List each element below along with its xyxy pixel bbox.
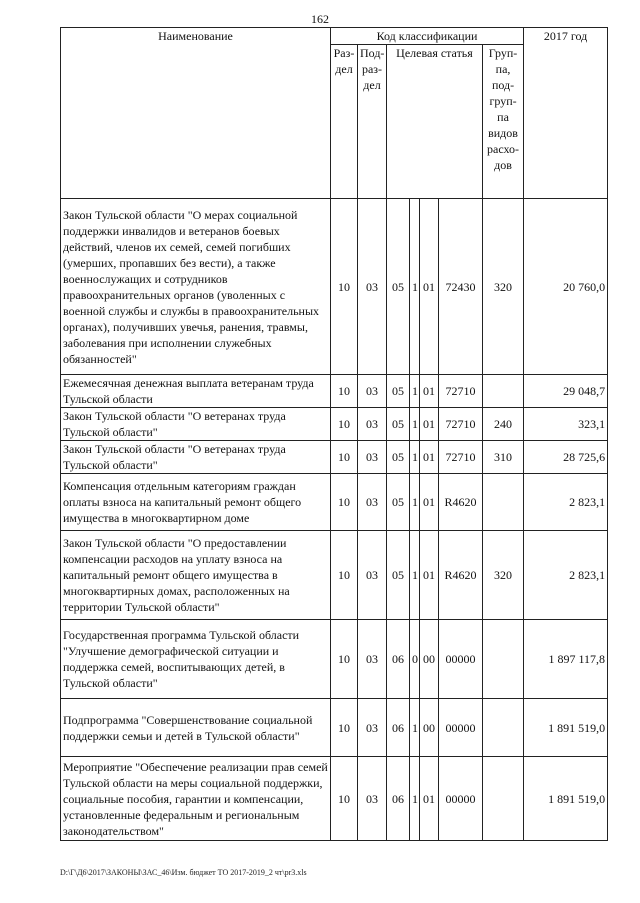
row-expense-group: 310 (483, 441, 524, 474)
row-amount: 1 891 519,0 (524, 699, 608, 757)
row-section: 10 (331, 531, 358, 620)
table-row (61, 375, 608, 408)
row-amount: 20 760,0 (524, 199, 608, 375)
header-target-article: Целевая статья (387, 45, 483, 199)
row-subsection: 03 (358, 408, 387, 441)
row-section: 10 (331, 699, 358, 757)
row-amount: 28 725,6 (524, 441, 608, 474)
row-expense-group (483, 757, 524, 841)
row-target-program: 06 (387, 699, 410, 757)
row-target-direction: 00000 (439, 757, 483, 841)
table-row (61, 199, 608, 375)
table-row (61, 474, 608, 531)
row-section: 10 (331, 408, 358, 441)
row-subsection: 03 (358, 531, 387, 620)
row-subsection: 03 (358, 375, 387, 408)
header-name: Наименование (61, 28, 331, 199)
table-row (61, 531, 608, 620)
row-section: 10 (331, 474, 358, 531)
row-expense-group: 320 (483, 531, 524, 620)
row-expense-group (483, 474, 524, 531)
header-subsection: Под- раз- дел (358, 45, 387, 199)
row-expense-group: 320 (483, 199, 524, 375)
row-target-event: 00 (420, 620, 439, 699)
row-name: Закон Тульской области "О мерах социальной поддержки инвалидов и ветеранов боевых действий, членов их семей, семей погибших (умерших, пропавших без вести), а также военнослужащих и сотрудников правоохранительных органов (уволенных с военной службы и службы в правоохранительных органах), получивших увечья, ранения, травмы, заболевания при исполнении служебных обязанностей" (61, 199, 331, 375)
row-amount: 1 891 519,0 (524, 757, 608, 841)
row-amount: 2 823,1 (524, 474, 608, 531)
row-target-subprogram: 1 (410, 757, 420, 841)
row-expense-group (483, 699, 524, 757)
row-section: 10 (331, 375, 358, 408)
row-target-program: 06 (387, 757, 410, 841)
row-name: Компенсация отдельным категориям граждан оплаты взноса на капитальный ремонт общего имущества в многоквартирном доме (61, 474, 331, 531)
footer-file-path: D:\Г\Д6\2017\ЗАКОНЫ\ЗАС_46\Изм. бюджет ТО 2017-2019_2 чт\pr3.xls (60, 868, 307, 877)
row-target-direction: R4620 (439, 474, 483, 531)
row-target-subprogram: 1 (410, 474, 420, 531)
header-section: Раз- дел (331, 45, 358, 199)
row-target-subprogram: 1 (410, 699, 420, 757)
row-target-program: 06 (387, 620, 410, 699)
row-target-direction: 72710 (439, 441, 483, 474)
row-target-subprogram: 1 (410, 199, 420, 375)
row-target-direction: 72430 (439, 199, 483, 375)
row-target-event: 01 (420, 199, 439, 375)
row-name: Ежемесячная денежная выплата ветеранам труда Тульской области (61, 375, 331, 408)
row-target-event: 01 (420, 474, 439, 531)
row-section: 10 (331, 199, 358, 375)
row-section: 10 (331, 620, 358, 699)
row-target-direction: 72710 (439, 375, 483, 408)
row-amount: 29 048,7 (524, 375, 608, 408)
row-name: Мероприятие "Обеспечение реализации прав семей Тульской области на меры социальной поддержки, социальные пособия, гарантии и компенсации, установленные федеральным и региональным законодательством" (61, 757, 331, 841)
row-name: Закон Тульской области "О ветеранах труда Тульской области" (61, 408, 331, 441)
header-classification-code: Код классификации (331, 28, 524, 45)
page-number: 162 (311, 12, 329, 26)
row-target-event: 00 (420, 699, 439, 757)
row-section: 10 (331, 757, 358, 841)
row-name: Государственная программа Тульской области "Улучшение демографической ситуации и поддержка семей, воспитывающих детей, в Тульской области" (61, 620, 331, 699)
row-target-program: 05 (387, 408, 410, 441)
row-subsection: 03 (358, 474, 387, 531)
row-subsection: 03 (358, 620, 387, 699)
row-expense-group (483, 375, 524, 408)
row-target-event: 01 (420, 531, 439, 620)
row-target-program: 05 (387, 199, 410, 375)
row-target-subprogram: 1 (410, 531, 420, 620)
row-amount: 1 897 117,8 (524, 620, 608, 699)
row-target-event: 01 (420, 408, 439, 441)
row-target-program: 05 (387, 441, 410, 474)
row-target-subprogram: 1 (410, 441, 420, 474)
row-target-program: 05 (387, 375, 410, 408)
table-row (61, 408, 608, 441)
row-target-event: 01 (420, 757, 439, 841)
row-target-direction: 72710 (439, 408, 483, 441)
row-amount: 323,1 (524, 408, 608, 441)
row-subsection: 03 (358, 441, 387, 474)
header-expense-group: Груп- па, под- груп- па видов расхо- дов (483, 45, 524, 199)
row-name: Закон Тульской области "О предоставлении компенсации расходов на уплату взноса на капитальный ремонт общего имущества в многоквартирных домах, расположенных на территории Тульской области" (61, 531, 331, 620)
row-subsection: 03 (358, 699, 387, 757)
row-name: Закон Тульской области "О ветеранах труда Тульской области" (61, 441, 331, 474)
row-name: Подпрограмма "Совершенствование социальной поддержки семьи и детей в Тульской области" (61, 699, 331, 757)
row-target-subprogram: 1 (410, 408, 420, 441)
table-row (61, 757, 608, 841)
row-target-event: 01 (420, 441, 439, 474)
row-amount: 2 823,1 (524, 531, 608, 620)
row-subsection: 03 (358, 757, 387, 841)
header-year: 2017 год (524, 28, 608, 199)
row-target-subprogram: 1 (410, 375, 420, 408)
row-expense-group: 240 (483, 408, 524, 441)
table-row (61, 620, 608, 699)
row-target-program: 05 (387, 531, 410, 620)
row-target-direction: 00000 (439, 620, 483, 699)
budget-table (60, 27, 608, 841)
row-target-program: 05 (387, 474, 410, 531)
row-subsection: 03 (358, 199, 387, 375)
row-section: 10 (331, 441, 358, 474)
row-target-subprogram: 0 (410, 620, 420, 699)
table-row (61, 699, 608, 757)
row-target-direction: 00000 (439, 699, 483, 757)
table-row (61, 441, 608, 474)
row-target-direction: R4620 (439, 531, 483, 620)
row-expense-group (483, 620, 524, 699)
row-target-event: 01 (420, 375, 439, 408)
